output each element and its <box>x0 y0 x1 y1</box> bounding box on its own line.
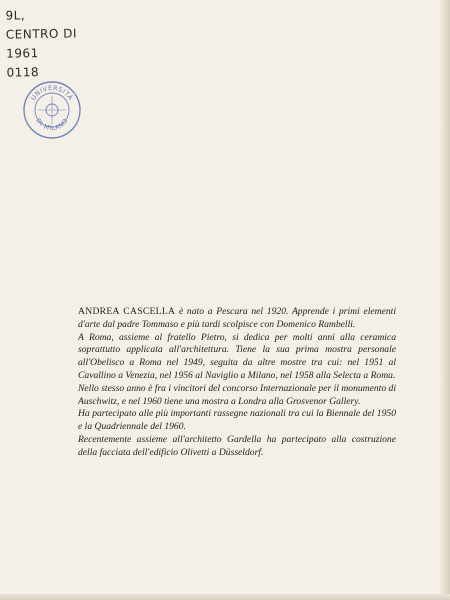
handwritten-line: 9L, <box>5 8 26 23</box>
bio-paragraph: Recentemente assieme all'architetto Gardella ha partecipato alla costruzione della facciata dell'edificio Olivetti a Düsseldorf. <box>78 433 396 458</box>
bio-paragraph <box>78 306 396 332</box>
bio-paragraph: Ha partecipato alle più importanti rassegne nazionali tra cui la Biennale del 1950 e la Quadriennale del 1960. <box>78 408 396 433</box>
stamp-text-bottom: DI MILANO <box>34 117 70 133</box>
page-edge-right <box>440 0 450 600</box>
page-edge-bottom <box>0 594 450 600</box>
bio-paragraph: A Roma, assieme al fratello Pietro, si dedica per molti anni alla ceramica soprattutto applicata all'architettura. Tiene la sua prima mostra personale all'Obelisco a Roma nel 1949, seguita da altre mostre tra cui: nel 1951 al Cavallino a Venezia, nel 1956 al Naviglio a Milano, nel 1958 alla Selecta a Roma. <box>78 331 396 381</box>
bio-intro: è nato a Pescara nel 1920. Apprende i primi elementi d'arte dal padre Tommaso e più tardi scolpisce con Domenico Rambelli. <box>78 306 396 330</box>
handwritten-line: 1961 <box>6 46 39 61</box>
artist-biography <box>78 306 396 460</box>
library-stamp-icon <box>22 80 82 140</box>
artist-name: ANDREA CASCELLA <box>78 306 176 317</box>
handwritten-line: CENTRO DI <box>5 26 78 42</box>
stamp-text-top: UNIVERSITÀ <box>29 84 75 102</box>
handwritten-line: 0118 <box>6 65 40 80</box>
bio-paragraph: Nello stesso anno è fra i vincitori del concorso Internazionale per il monumento di Auschwitz, e nel 1960 tiene una mostra a Londra alla Grosvenor Gallery. <box>78 382 396 407</box>
handwritten-catalog-notes <box>5 5 77 82</box>
